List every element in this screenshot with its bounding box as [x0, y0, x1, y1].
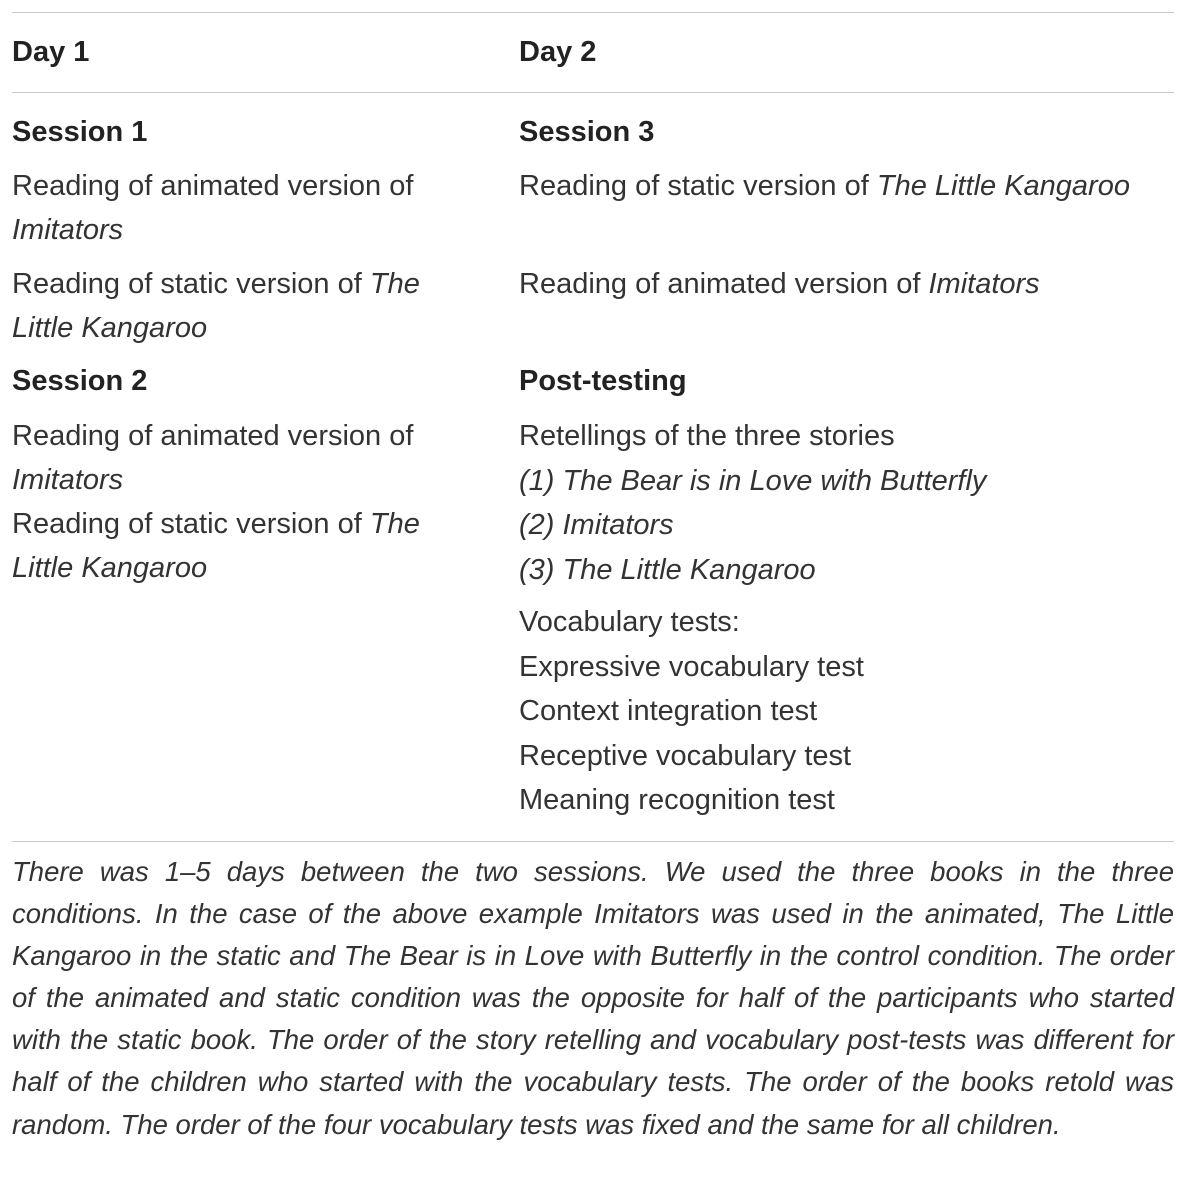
header-rule	[12, 92, 1174, 93]
item-prefix: Reading of static version of	[519, 170, 877, 202]
book-title: Imitators	[12, 214, 124, 246]
item-prefix: Reading of animated version of	[519, 268, 929, 300]
story-item: (2) Imitators	[519, 509, 674, 541]
item-prefix: Reading of animated version of	[12, 420, 414, 452]
vocab-test-item: Meaning recognition test	[519, 784, 835, 816]
retellings-block	[519, 414, 1194, 592]
story-item: (3) The Little Kangaroo	[519, 553, 816, 586]
story-item: (1) The Bear is in Love with Butterfly	[519, 464, 987, 497]
footer-rule	[12, 841, 1174, 842]
table-footnote: There was 1–5 days between the two sessions. We used the three books in the three conditions. In the case of the above example Imitators was used in the animated, The Little Kangaroo in the static and The Bear is in Love with Butterfly in the control condition. The order of the animated and static condition was the opposite for half of the participants who started with the static book. The order of the story retelling and vocabulary post-tests was different for half of the children who started with the vocabulary tests. The order of the books retold was random. The order of the four vocabulary tests was fixed and the same for all children.	[12, 856, 1174, 1140]
session3-title: Session 3	[519, 116, 655, 148]
header-day2: Day 2	[519, 36, 597, 68]
session2-item-1	[12, 414, 482, 502]
session2-title: Session 2	[12, 365, 148, 397]
book-title: The Little Kangaroo	[876, 170, 1130, 202]
vocab-label: Vocabulary tests:	[519, 606, 740, 638]
item-prefix: Reading of static version of	[12, 508, 370, 540]
book-title: Imitators	[12, 464, 124, 496]
vocab-test-item: Context integration test	[519, 695, 818, 727]
session3-item-1	[519, 164, 1194, 208]
book-title: Imitators	[928, 268, 1040, 300]
item-prefix: Reading of animated version of	[12, 170, 414, 202]
book-title: The Little Kangaroo	[12, 508, 420, 584]
post-testing-title: Post-testing	[519, 365, 687, 397]
book-title: The Little Kangaroo	[12, 268, 420, 344]
session1-title: Session 1	[12, 116, 148, 148]
session3-item-2	[519, 262, 1194, 306]
top-rule	[12, 12, 1174, 13]
header-day1: Day 1	[12, 36, 90, 68]
item-prefix: Reading of static version of	[12, 268, 370, 300]
session2-item-2	[12, 502, 482, 590]
session1-item-1	[12, 164, 482, 252]
vocab-test-item: Expressive vocabulary test	[519, 650, 864, 683]
vocab-test-item: Receptive vocabulary test	[519, 739, 852, 772]
vocab-block	[519, 600, 1194, 823]
retellings-label: Retellings of the three stories	[519, 420, 895, 452]
session1-item-2	[12, 262, 482, 350]
